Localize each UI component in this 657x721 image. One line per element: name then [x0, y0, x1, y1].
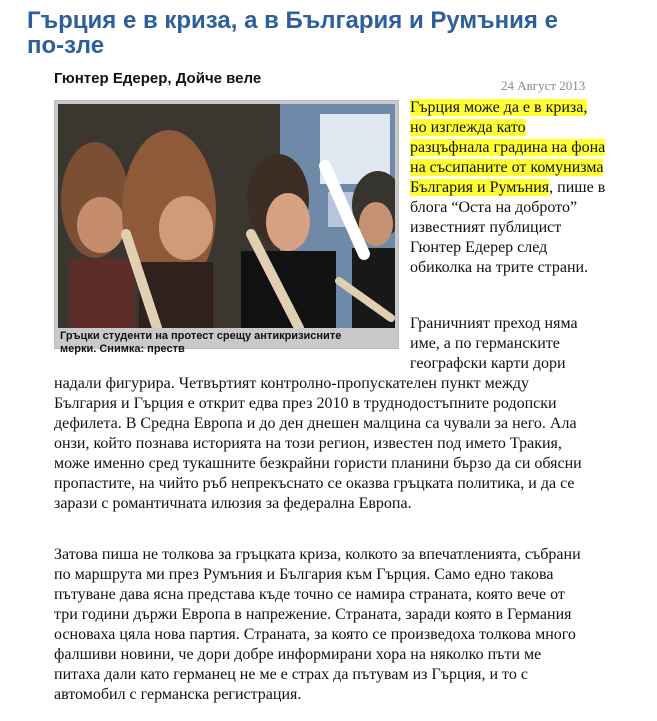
paragraph-2-full-line-1: надали фигурира. Четвъртият контролно-пропускателен пункт между: [54, 375, 530, 392]
paragraph-1-line-6: блога “Оста на доброто”: [410, 199, 578, 216]
paragraph-2-full-line-5: може именно сред тукашните безкрайни гористи планини бързо да си обясни: [54, 455, 582, 472]
protest-photo-illustration: [58, 104, 395, 328]
paragraph-1-line-2: но изглежда като: [410, 119, 526, 136]
paragraph-2-full-line-2: България и Гърция е открит едва през 2010 в труднодостъпните родопски: [54, 395, 557, 412]
article-title-line-1: Гърция е в криза, а в България и Румъния е: [27, 7, 558, 34]
paragraph-1-line-9: обиколка на трите страни.: [410, 259, 589, 276]
paragraph-1-line-1: Гърция може да е в криза,: [410, 99, 588, 116]
paragraph-3-line-7: питаха дали като германец не ме е страх да пътувам из Гърция, и то с: [54, 666, 528, 683]
paragraph-2-right-line-1: Граничният преход няма: [410, 315, 578, 332]
paragraph-1-line-5: България и Румъния, пише в: [410, 179, 606, 196]
paragraph-2-full-line-4: онзи, който познава историята на този регион, известен под името Тракия,: [54, 435, 562, 452]
photo-caption-line-1: Гръцки студенти на протест срещу антикризисните: [60, 330, 342, 342]
article-figure: [54, 100, 399, 355]
article-author: Гюнтер Едерер, Дойче веле: [54, 70, 262, 87]
photo-caption-line-2: мерки. Снимка: преств: [60, 343, 185, 355]
paragraph-2-full-line-7: зарази с романтичната илюзия за федерална Европа.: [54, 495, 412, 512]
paragraph-2-right-line-2: име, а по германските: [410, 335, 560, 352]
paragraph-3-line-5: основаха цяла нова партия. Страната, за която се произведоха толкова много: [54, 626, 576, 643]
paragraph-3-line-3: пътуване дава ясна представа къде точно се намира страната, която вече от: [54, 586, 565, 603]
paragraph-2-right-line-3: географски карти дори: [410, 355, 566, 372]
paragraph-1-line-3: разцъфнала градина на фона: [410, 139, 606, 156]
paragraph-3-line-6: фалшиви новини, че дори добре информирани хора на няколко пъти ме: [54, 646, 542, 663]
paragraph-2-full-line-3: дефилета. В Средна Европа и до ден днешен малцина са чували за него. Ала: [54, 415, 577, 432]
paragraph-1-line-4: на съсипаните от комунизма: [410, 159, 604, 176]
paragraph-1-line-8: Гюнтер Едерер след: [410, 239, 548, 256]
paragraph-3-line-8: автомобил с германска регистрация.: [54, 686, 302, 703]
paragraph-1-line-7: известният публицист: [410, 219, 562, 236]
article-date: 24 Август 2013: [501, 78, 586, 93]
paragraph-2-full-line-6: пропастите, на чийто ръб непрекъснато се оказва гръцката политика, и да се: [54, 475, 575, 492]
photo-caption: [60, 330, 394, 356]
article-title-line-2: по-зле: [27, 32, 105, 59]
paragraph-3-line-2: по маршрута ми през Румъния и България към Гърция. Само едно такова: [54, 566, 554, 583]
protest-photo: [58, 104, 395, 328]
article-title: [27, 8, 637, 58]
paragraph-3-line-4: три години държи Европа в напрежение. Страната, заради която в Германия: [54, 606, 572, 623]
paragraph-3-line-1: Затова пиша не толкова за гръцката криза, колкото за впечатленията, събрани: [54, 546, 581, 563]
